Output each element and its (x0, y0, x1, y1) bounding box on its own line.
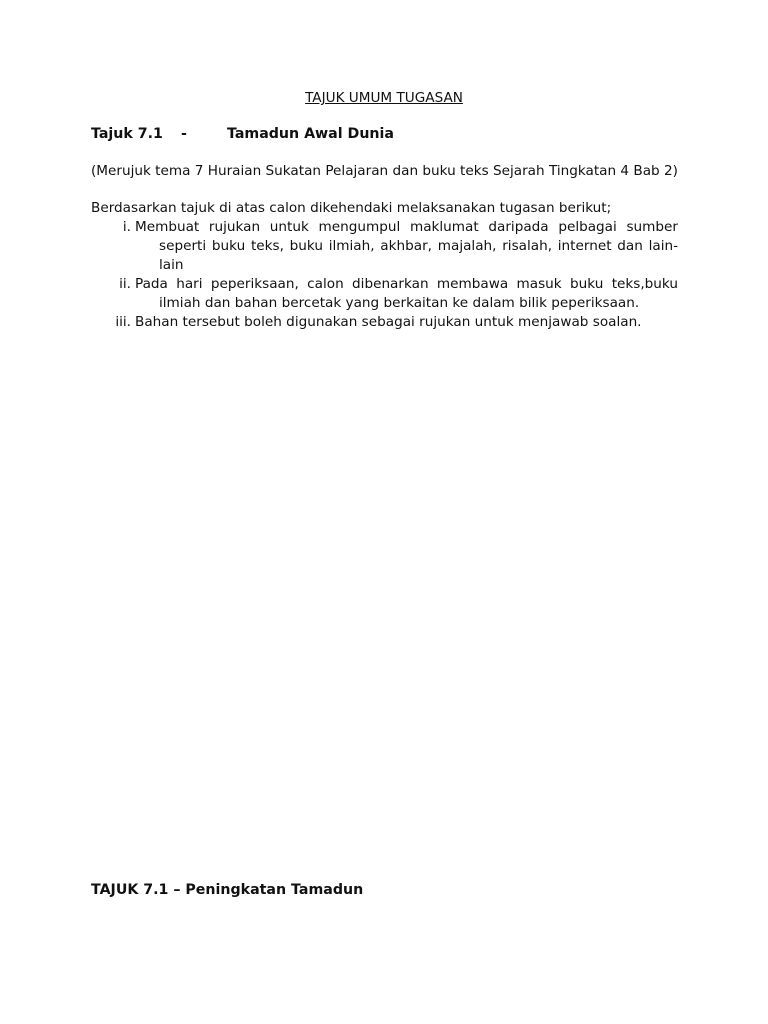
list-marker: iii. (115, 314, 131, 330)
list-item (91, 275, 678, 313)
document-title: TAJUK UMUM TUGASAN (305, 90, 463, 106)
reference-note: (Merujuk tema 7 Huraian Sukatan Pelajaran dan buku teks Sejarah Tingkatan 4 Bab 2) (91, 163, 678, 179)
task-list (91, 218, 678, 332)
list-item (91, 218, 678, 275)
list-marker: i. (122, 219, 131, 235)
list-item-text: Pada hari peperiksaan, calon dibenarkan membawa masuk buku teks,buku ilmiah dan bahan bercetak yang berkaitan ke dalam bilik peperiksaan. (135, 276, 678, 311)
instruction-intro: Berdasarkan tajuk di atas calon dikehendaki melaksanakan tugasan berikut; (91, 200, 612, 216)
topic-title: Tamadun Awal Dunia (227, 126, 394, 142)
list-item-text: Membuat rujukan untuk mengumpul maklumat daripada pelbagai sumber seperti buku teks, buku ilmiah, akhbar, majalah, risalah, internet dan lain-lain (135, 219, 678, 273)
section-heading: TAJUK 7.1 – Peningkatan Tamadun (91, 882, 364, 898)
list-item (91, 313, 678, 332)
topic-separator: - (181, 126, 187, 142)
list-item-text: Bahan tersebut boleh digunakan sebagai rujukan untuk menjawab soalan. (135, 314, 642, 330)
topic-number: Tajuk 7.1 (91, 126, 163, 142)
list-marker: ii. (119, 276, 131, 292)
